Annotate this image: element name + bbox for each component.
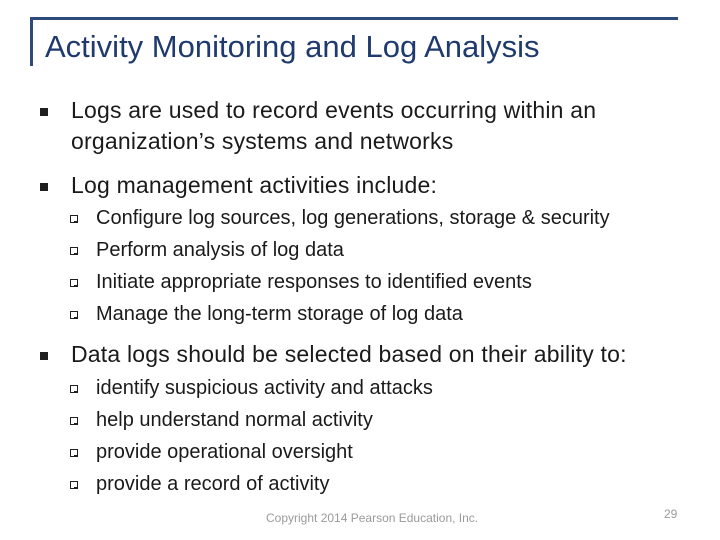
sub-item-text: Manage the long-term storage of log data (96, 303, 463, 325)
sub-item-text: provide operational oversight (96, 441, 353, 463)
hollow-square-bullet-icon (70, 481, 78, 489)
slide-title: Activity Monitoring and Log Analysis (45, 29, 540, 64)
bullet-1-line-1: Logs are used to record events occurring within an (71, 97, 597, 123)
hollow-square-bullet-icon (70, 247, 78, 255)
bullet-3-line-1: Data logs should be selected based on their ability to: (71, 341, 627, 367)
hollow-square-bullet-icon (70, 279, 78, 287)
sub-item-text: provide a record of activity (96, 473, 330, 495)
sub-item-text: Configure log sources, log generations, storage & security (96, 207, 610, 229)
sub-item-text: Initiate appropriate responses to identified events (96, 271, 532, 293)
page-number: 29 (664, 507, 678, 521)
sub-item-text: identify suspicious activity and attacks (96, 377, 433, 399)
title-frame-top (30, 17, 678, 20)
sub-item-text: help understand normal activity (96, 409, 373, 431)
title-frame-left (30, 17, 33, 66)
square-bullet-icon (40, 352, 48, 360)
square-bullet-icon (40, 108, 48, 116)
square-bullet-icon (40, 183, 48, 191)
footer-copyright: Copyright 2014 Pearson Education, Inc. (266, 511, 479, 525)
hollow-square-bullet-icon (70, 215, 78, 223)
hollow-square-bullet-icon (70, 449, 78, 457)
bullet-1-line-2: organization’s systems and networks (71, 128, 454, 154)
hollow-square-bullet-icon (70, 417, 78, 425)
bullet-2-line-1: Log management activities include: (71, 172, 438, 198)
hollow-square-bullet-icon (70, 311, 78, 319)
hollow-square-bullet-icon (70, 385, 78, 393)
sub-item-text: Perform analysis of log data (96, 239, 344, 261)
